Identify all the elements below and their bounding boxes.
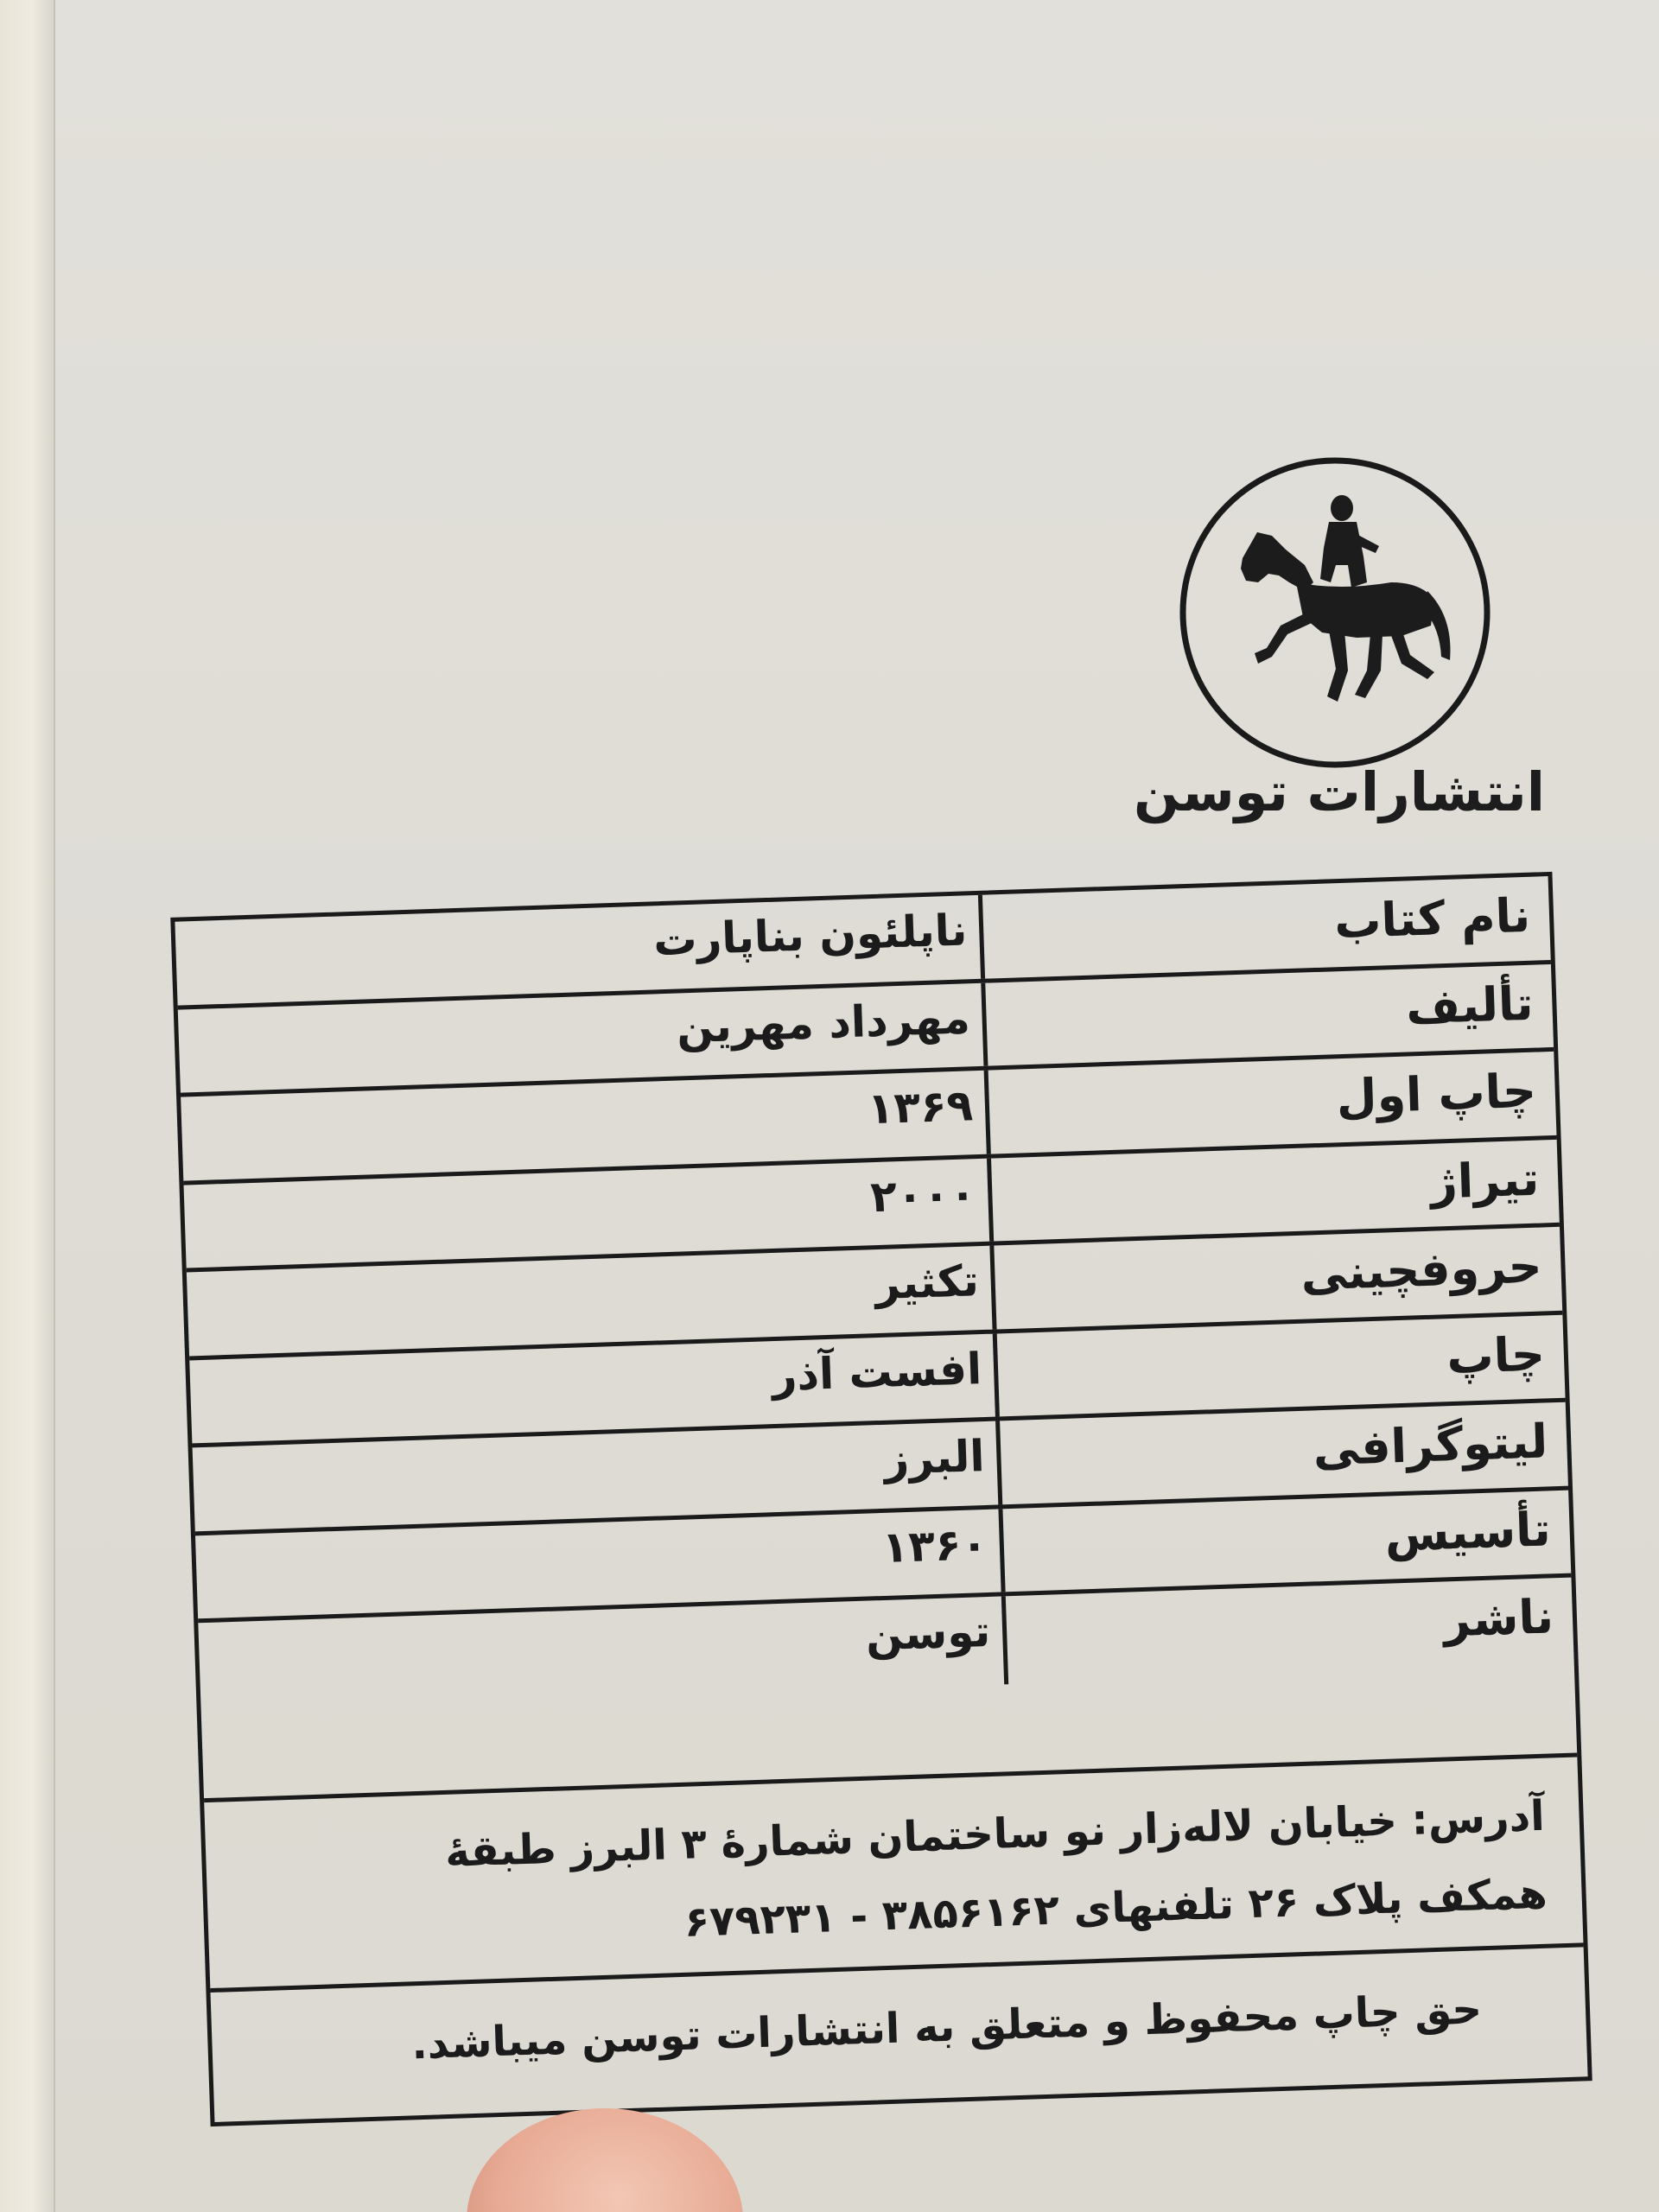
info-value: ناپلئون بناپارت xyxy=(652,905,969,966)
info-label: لیتوگرافی xyxy=(995,1402,1568,1504)
info-label: ناشر xyxy=(1001,1578,1574,1684)
info-label: تأسیس xyxy=(998,1490,1571,1592)
horse-rider-emblem-icon xyxy=(1175,453,1495,772)
info-value: توسن xyxy=(864,1605,992,1661)
address-line: همکف پلاک ۲۶ تلفنهای ۳۸۵۶۱۶۲ - ۶۷۹۲۳۱ xyxy=(683,1869,1548,1947)
book-info-card xyxy=(170,872,1592,2126)
info-label: نام کتاب xyxy=(978,876,1551,978)
info-label: چاپ xyxy=(993,1314,1566,1416)
info-label: تألیف xyxy=(981,963,1554,1065)
info-value: ۱۳۶۹ xyxy=(866,1080,974,1135)
info-value: تکثیر xyxy=(874,1255,980,1310)
info-table xyxy=(175,876,1577,1798)
info-value: البرز xyxy=(883,1431,986,1484)
info-label: تیراژ xyxy=(987,1139,1560,1241)
info-value: افست آذر xyxy=(771,1343,983,1401)
address-line: آدرس: خیابان لاله‌زار نو ساختمان شمارهٔ ۳ البرز طبقهٔ xyxy=(444,1791,1546,1877)
info-value: مهرداد مهرین xyxy=(676,992,971,1053)
publisher-name: انتشارات توسن xyxy=(1134,760,1545,823)
info-label: حروفچینی xyxy=(989,1227,1562,1329)
page-edge xyxy=(0,0,55,2212)
info-value: ۲۰۰۰ xyxy=(869,1167,977,1222)
info-label: چاپ اول xyxy=(984,1052,1557,1154)
fingertip xyxy=(467,2108,743,2212)
info-value: ۱۳۶۰ xyxy=(880,1518,988,1573)
copyright-notice: حق چاپ محفوظ و متعلق به انتشارات توسن میباشد. xyxy=(410,1985,1483,2069)
